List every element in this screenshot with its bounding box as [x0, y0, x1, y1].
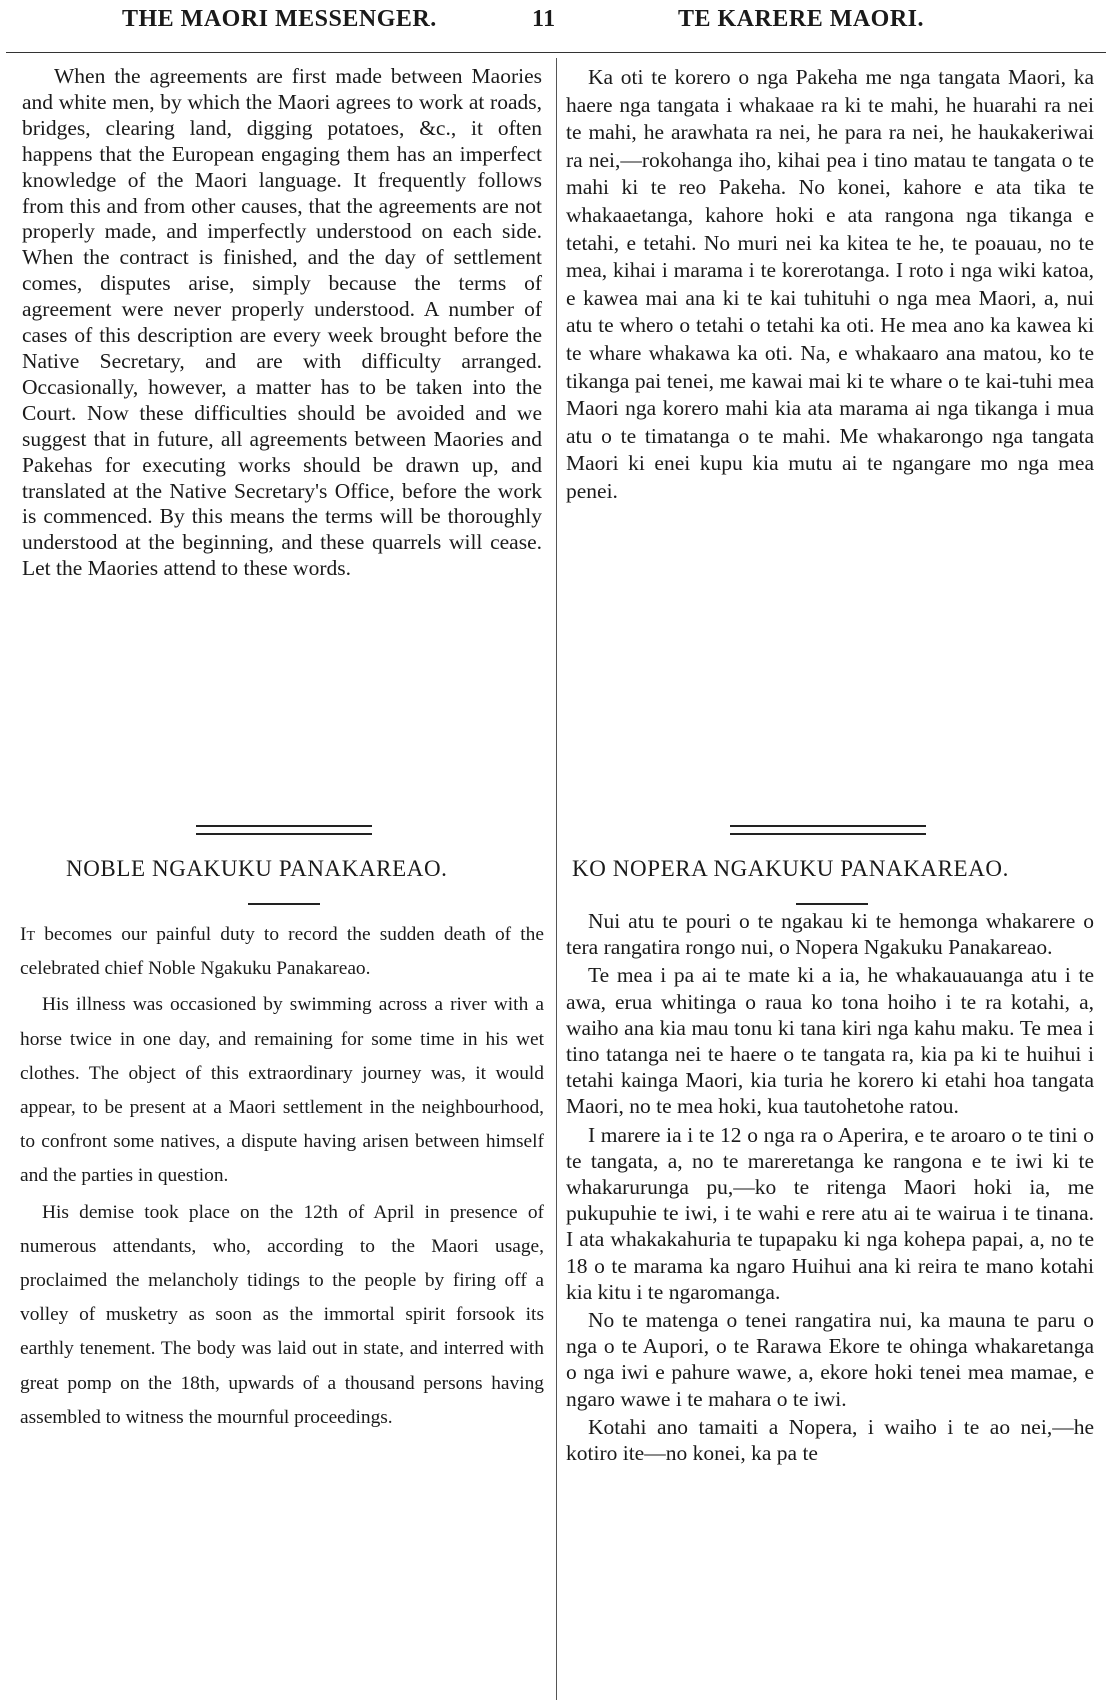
english-editorial: [22, 64, 542, 582]
section-divider-right: [730, 825, 926, 835]
section-divider-left: [196, 825, 372, 835]
title-rule-right: [796, 903, 868, 905]
opening-word: It: [20, 924, 36, 945]
masthead-english: THE MAORI MESSENGER.: [122, 6, 437, 32]
header-rule: [6, 52, 1106, 53]
maori-article-body: [566, 908, 1094, 1468]
maori-article-paragraph: Kotahi ano tamaiti a Nopera, i waiho i te ao nei,—he kotiro ite—no konei, ka pa te: [566, 1414, 1094, 1466]
english-article-paragraph: His illness was occasioned by swimming across a river with a horse twice in one day, and remaining for some time in his wet clothes. The object of this extraordinary journey was, it would appear, to be present at a Maori settlement in the neighbourhood, to confront some natives, a dispute having arisen between himself and the parties in question.: [20, 994, 544, 1187]
title-rule-left: [248, 903, 320, 905]
maori-article-paragraph: Nui atu te pouri o te ngakau ki te hemonga whakarere o tera rangatira rongo nui, o Nopera Ngakuku Panakareao.: [566, 909, 1094, 960]
maori-editorial: [566, 64, 1094, 506]
english-article-body: [20, 918, 544, 1437]
english-article-paragraph: His demise took place on the 12th of April in presence of numerous attendants, who, according to the Maori usage, proclaimed the melancholy tidings to the people by firing off a volley of musketry as soon as the immortal spirit forsook its earthly tenement. The body was laid out in state, and interred with great pomp on the 18th, upwards of a thousand persons having assembled to witness the mournful proceedings.: [20, 1201, 544, 1428]
english-article-paragraph-text: becomes our painful duty to record the sudden death of the celebrated chief Noble Ngakuku Panakareao.: [20, 924, 544, 980]
english-article-title: NOBLE NGAKUKU PANAKAREAO.: [66, 856, 448, 881]
maori-article-paragraph: No te matenga o tenei rangatira nui, ka mauna te paru o nga o te Aupori, o te Rarawa Ekore te ohinga whakaretanga o nga iwi e pahure wawe, a, ekore hoki tenei mea mamae, e ngaro wawe i te mahara o te iwi.: [566, 1308, 1094, 1411]
maori-article-title: KO NOPERA NGAKUKU PANAKAREAO.: [572, 856, 1009, 881]
page-header: [0, 6, 1114, 40]
english-editorial-paragraph: When the agreements are first made between Maories and white men, by which the Maori agrees to work at roads, bridges, clearing land, digging potatoes, &c., it often happens that the European engaging them has an imperfect knowledge of the Maori language. It frequently follows from this and from other causes, that the agreements are not properly made, and imperfectly understood on each side. When the contract is finished, and the day of settlement comes, disputes arise, simply because the terms of agreement were never properly understood. A number of cases of this description are every week brought before the Native Secretary, and are with difficulty arranged. Occasionally, however, a matter has to be taken into the Court. Now these difficulties should be avoided and we suggest that in future, all agreements between Maories and Pakehas for executing works should be drawn up, and translated at the Native Secretary's Office, before the work is commenced. By this means the terms will be thoroughly understood at the beginning, and these quarrels will cease. Let the Maories attend to these words.: [22, 64, 542, 581]
maori-editorial-paragraph: Ka oti te korero o nga Pakeha me nga tangata Maori, ka haere nga tangata i whakaae ra ki te mahi, he huarahi ra nei te mahi, he arawhata ra nei, he para ra nei, he haukakeriwai ra nei,—rokohanga iho, kihai pea i tino matau te tangata o te mahi ki te reo Pakeha. No konei, kahore e ata tika te whakaaetanga, kahore hoki e ata rangona nga tikanga e tetahi, e tetahi. No muri nei ka kitea te he, te poauau, no te mea, kihai i marama i te korerotanga. I roto i nga wiki katoa, e kawea mai ana ki te kai tuhituhi o nga mea Maori, a, nui atu te whero o tetahi o tetahi ka oti. He mea ano ka kawea ki te whare whakawa ka oti. Na, e whakaaro ana matou, ko te tikanga pai tenei, me kawai mai ki te whare o te kai-tuhi mea Maori nga korero mahi kia ata marama ai nga tikanga i mua atu o te timatanga o te mahi. Me whakarongo nga tangata Maori ki enei kupu kia mutu ai te ngangare mo nga mea penei.: [566, 65, 1094, 503]
english-article-paragraph: [20, 918, 544, 986]
masthead-maori: TE KARERE MAORI.: [678, 6, 925, 32]
maori-article-paragraph: Te mea i pa ai te mate ki a ia, he whakauauanga atu i te awa, erua whitinga o raua ko tona hoiho i te ra kotahi, a, waiho ana kia mau tonu ki tana kiri nga kahu maku. Te mea i tino tatanga nei te haere o te tangata ra, kia pa ki te huihui i tetahi kainga Maori, kia turia he korero ki etahi hoa tangata Maori, no te mea hoki, kua tautohetohe ratou.: [566, 963, 1094, 1119]
page-number: 11: [532, 6, 556, 32]
column-divider: [556, 58, 557, 1700]
maori-article-paragraph: I marere ia i te 12 o nga ra o Aperira, e te aroaro o te tini o te tangata, a, no te mareretanga ke rangona e te iwi ki te whakarurunga pu,—ko te ritenga Maori hoki ia, me pukupuhie te iwi, i te wahi e rere atu ai te wairua i te tinana. I ata whakakahuria te tupapaku ki nga kohepa papai, a, no te 18 o te marama ka ngaro Huihui ana ki reira te mano kotahi kia kitu i te ngaromanga.: [566, 1122, 1094, 1304]
